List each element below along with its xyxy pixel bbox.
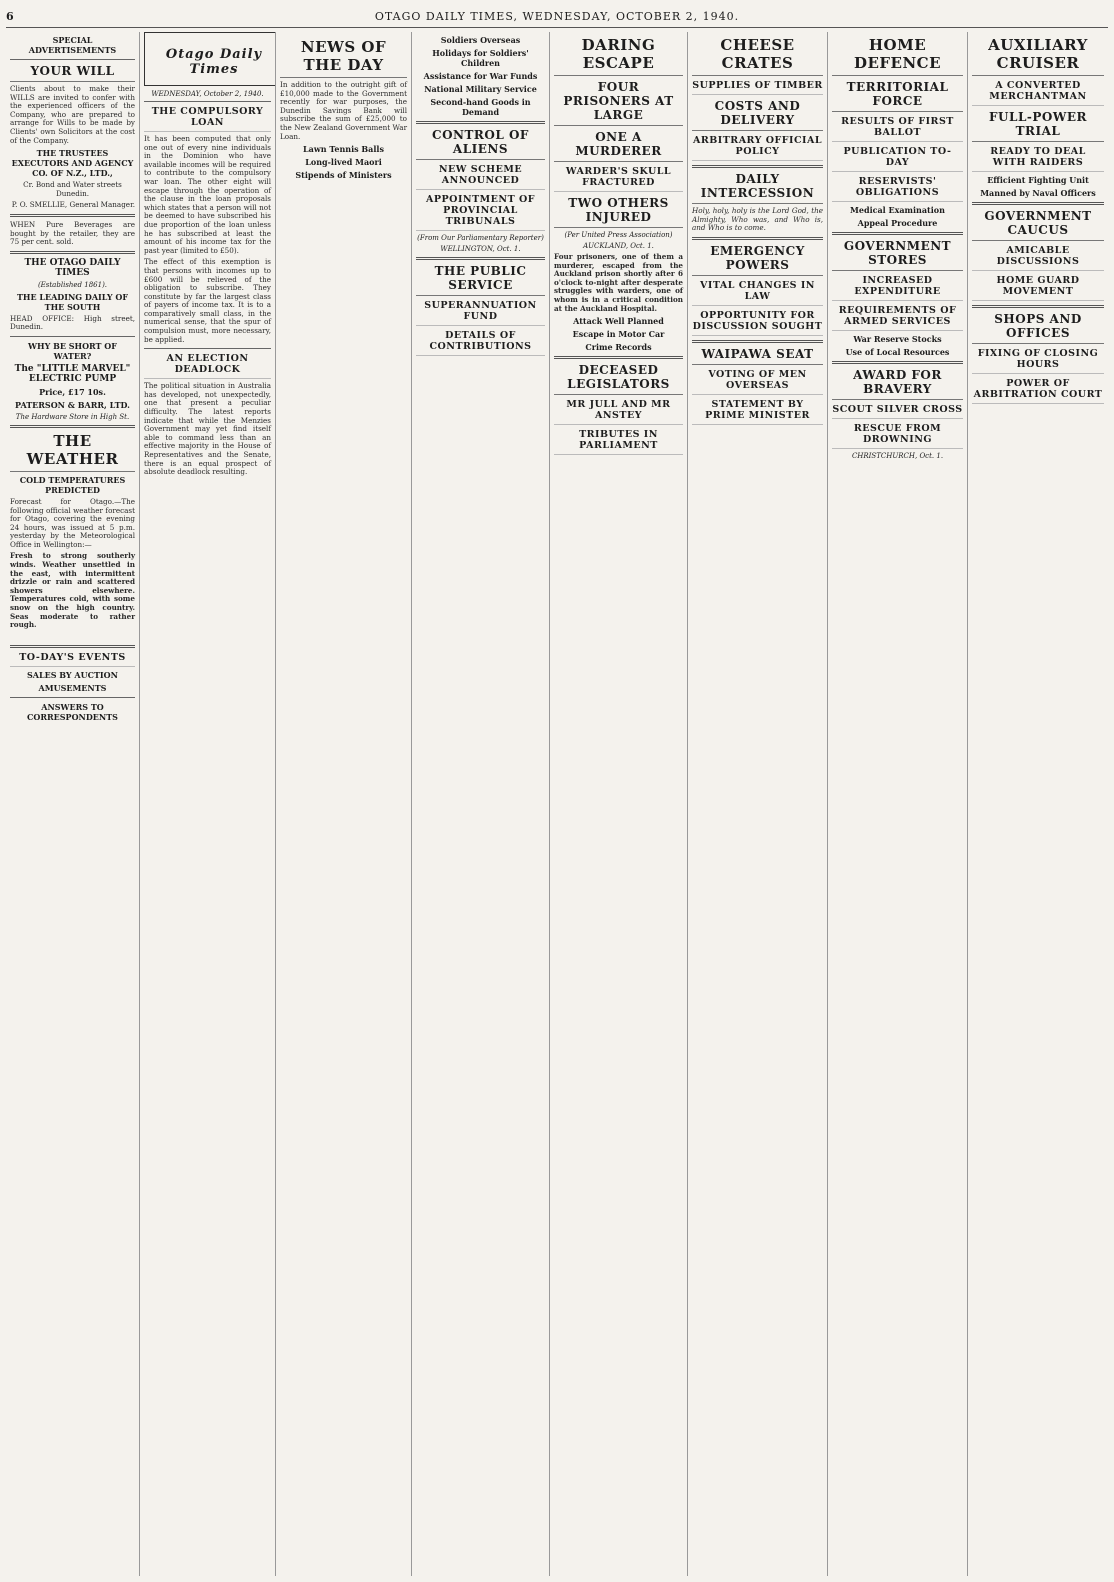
deceased-legislators: DECEASED LEGISLATORS bbox=[554, 363, 683, 395]
public-service-heading: THE PUBLIC SERVICE bbox=[416, 264, 545, 296]
pump-price: Price, £17 10s. bbox=[39, 386, 106, 397]
superannuation: SUPERANNUATION FUND bbox=[416, 300, 545, 326]
government-caucus: GOVERNMENT CAUCUS bbox=[972, 209, 1104, 241]
page-masthead bbox=[6, 6, 1108, 28]
news-paragraph-1: In addition to the outright gift of £10,000 made to the Government recently for war purposes, the Dunedin Savings Bank will subscribe the sum of £25,000 to the New Zealand Government War Loan. bbox=[280, 80, 407, 141]
fighting-unit: Efficient Fighting Unit bbox=[987, 175, 1089, 185]
special-ads-heading: SPECIAL ADVERTISEMENTS bbox=[28, 35, 117, 55]
waipawa-seat: WAIPAWA SEAT bbox=[692, 347, 823, 365]
naval-officers: Manned by Naval Officers bbox=[980, 188, 1096, 198]
supplies-timber: SUPPLIES OF TIMBER bbox=[692, 80, 823, 95]
vital-changes: VITAL CHANGES IN LAW bbox=[692, 280, 823, 306]
jull-anstey: MR JULL AND MR ANSTEY bbox=[554, 399, 683, 425]
page-number: 6 bbox=[6, 10, 14, 23]
column-editorial bbox=[140, 32, 276, 1576]
shops-offices: SHOPS AND OFFICES bbox=[972, 312, 1104, 344]
escape-lead: Four prisoners, one of them a murderer, escaped from the Auckland prison shortly after 6 o'clock to-night after desperate struggles with warders, one of whom is in a critical condition at the Auckland Hospital. bbox=[554, 252, 683, 313]
cold-temperatures: COLD TEMPERATURES PREDICTED bbox=[19, 474, 126, 495]
dateline: CHRISTCHURCH, Oct. 1. bbox=[851, 452, 944, 460]
todays-events: TO-DAY'S EVENTS bbox=[10, 652, 135, 667]
scout-silver-cross: SCOUT SILVER CROSS bbox=[832, 404, 963, 419]
publication-today: PUBLICATION TO-DAY bbox=[832, 146, 963, 172]
water-question: WHY BE SHORT OF WATER? bbox=[28, 340, 117, 361]
long-lived-heading: Long-lived Maori bbox=[305, 157, 382, 168]
converted-merchantman: A CONVERTED MERCHANTMAN bbox=[972, 80, 1104, 106]
voting-men-overseas: VOTING OF MEN OVERSEAS bbox=[692, 369, 823, 395]
will-text: Clients about to make their WILLS are invited to confer with the experienced officers of the Company, who are prepared to arrange for Wills to be made by Clients' own Solicitors at the cost of the Company. bbox=[10, 84, 135, 145]
deadlock-paragraph-1: The political situation in Australia has developed, not unexpectedly, one that present a peculiar difficulty. The latest reports indicate that while the Menzies Government may yet find itself able to command less than an effective majority in the House of Representatives and the Senate, there is an equal prospect of absolute deadlock resulting. bbox=[144, 381, 271, 477]
first-ballot: RESULTS OF FIRST BALLOT bbox=[832, 116, 963, 142]
trustees-address: Cr. Bond and Water streets Dunedin. bbox=[23, 180, 122, 198]
soldiers-overseas: Soldiers Overseas bbox=[440, 35, 521, 45]
arbitrary-policy: ARBITRARY OFFICIAL POLICY bbox=[692, 135, 823, 161]
home-guard: HOME GUARD MOVEMENT bbox=[972, 275, 1104, 301]
hardware-store: The Hardware Store in High St. bbox=[15, 412, 130, 421]
medical-exam: Medical Examination bbox=[850, 205, 945, 215]
reservists-obligations: RESERVISTS' OBLIGATIONS bbox=[832, 176, 963, 202]
column-advertisements bbox=[6, 32, 140, 1576]
closing-hours: FIXING OF CLOSING HOURS bbox=[972, 348, 1104, 374]
attack-planned: Attack Well Planned bbox=[573, 316, 664, 327]
answers-heading: ANSWERS TO CORRESPONDENTS bbox=[27, 702, 118, 723]
increased-expenditure: INCREASED EXPENDITURE bbox=[832, 275, 963, 301]
costs-delivery: COSTS AND DELIVERY bbox=[692, 99, 823, 131]
news-of-day-heading: NEWS OF THE DAY bbox=[280, 38, 407, 78]
manager: P. O. SMELLIE, General Manager. bbox=[11, 200, 135, 210]
odt-logo: Otago Daily Times bbox=[144, 32, 276, 86]
home-defence-heading: HOME DEFENCE bbox=[832, 36, 963, 76]
press-credit: (Per United Press Association) bbox=[564, 231, 673, 239]
secondhand-goods: Second-hand Goods in Demand bbox=[430, 97, 531, 117]
loan-paragraph-1: It has been computed that only one out of every nine individuals in the Dominion who have available incomes will be required to contribute to the compulsory war loan. The other eight will escape through the operation of the clause in the loan proposals which states that a person will not be deemed to have subscribed his due proportion of the loan unless he has subscribed at least the amount of his income tax for the past year (limited to £50). bbox=[144, 134, 271, 255]
one-murderer: ONE A MURDERER bbox=[554, 130, 683, 162]
column-cheese bbox=[688, 32, 828, 1576]
election-deadlock-heading: AN ELECTION DEADLOCK bbox=[144, 353, 271, 379]
territorial-force: TERRITORIAL FORCE bbox=[832, 80, 963, 112]
beverages-ad: WHEN Pure Beverages are bought by the retailer, they are 75 per cent. sold. bbox=[10, 219, 135, 247]
head-office: HEAD OFFICE: High street, Dunedin. bbox=[10, 313, 135, 332]
new-scheme: NEW SCHEME ANNOUNCED bbox=[416, 164, 545, 190]
lawn-tennis-heading: Lawn Tennis Balls bbox=[303, 144, 384, 155]
local-resources: Use of Local Resources bbox=[845, 347, 950, 357]
ready-raiders: READY TO DEAL WITH RAIDERS bbox=[972, 146, 1104, 172]
award-bravery: AWARD FOR BRAVERY bbox=[832, 368, 963, 400]
arbitration-court: POWER OF ARBITRATION COURT bbox=[972, 378, 1104, 404]
warder-skull: WARDER'S SKULL FRACTURED bbox=[554, 166, 683, 192]
loan-paragraph-2: The effect of this exemption is that persons with incomes up to £600 will be relieved of the obligation to subscribe. They constitute by far the largest class of payers of income tax. It is to a comparatively small class, in the numerical sense, that the spur of compulsion must, more necessary, be applied. bbox=[144, 257, 271, 344]
established: (Established 1861). bbox=[37, 280, 108, 289]
paterson-barr: PATERSON & BARR, LTD. bbox=[15, 399, 130, 410]
amusements: AMUSEMENTS bbox=[38, 683, 107, 694]
cheese-crates-heading: CHEESE CRATES bbox=[692, 36, 823, 76]
appointment-tribunals: APPOINTMENT OF PROVINCIAL TRIBUNALS bbox=[416, 194, 545, 231]
little-marvel-heading: The "LITTLE MARVEL" ELECTRIC PUMP bbox=[14, 363, 131, 384]
control-aliens-heading: CONTROL OF ALIENS bbox=[416, 128, 545, 160]
column-escape bbox=[550, 32, 688, 1576]
full-power-trial: FULL-POWER TRIAL bbox=[972, 110, 1104, 142]
press-credit: (From Our Parliamentary Reporter) bbox=[417, 234, 544, 242]
government-stores: GOVERNMENT STORES bbox=[832, 239, 963, 271]
weather-heading: THE WEATHER bbox=[10, 432, 135, 472]
armed-services: REQUIREMENTS OF ARMED SERVICES bbox=[832, 305, 963, 331]
crime-records: Crime Records bbox=[585, 342, 652, 353]
paper-title: OTAGO DAILY TIMES, WEDNESDAY, OCTOBER 2, 1940. bbox=[374, 10, 740, 23]
forecast-text: Forecast for Otago.—The following official weather forecast for Otago, covering the evening 24 hours, was issued at 5 p.m. yesterday by the Meteorological Office in Wellington:— bbox=[10, 496, 135, 549]
war-funds: Assistance for War Funds bbox=[423, 71, 538, 81]
your-will-heading: YOUR WILL bbox=[10, 64, 135, 82]
amicable-discussions: AMICABLE DISCUSSIONS bbox=[972, 245, 1104, 271]
column-home-defence bbox=[828, 32, 968, 1576]
daily-intercession: DAILY INTERCESSION bbox=[692, 172, 823, 204]
column-news-of-day bbox=[276, 32, 412, 1576]
dateline: AUCKLAND, Oct. 1. bbox=[583, 242, 654, 250]
trustees-name: THE TRUSTEES EXECUTORS AND AGENCY CO. OF N.Z., LTD., bbox=[11, 148, 134, 179]
opportunity-discussion: OPPORTUNITY FOR DISCUSSION SOUGHT bbox=[692, 310, 823, 336]
details-contributions: DETAILS OF CONTRIBUTIONS bbox=[416, 330, 545, 356]
odt-heading: THE OTAGO DAILY TIMES bbox=[24, 257, 121, 278]
rescue-drowning: RESCUE FROM DROWNING bbox=[832, 423, 963, 449]
column-cruiser bbox=[968, 32, 1108, 1576]
leading-daily: THE LEADING DAILY OF THE SOUTH bbox=[16, 291, 129, 312]
emergency-powers: EMERGENCY POWERS bbox=[692, 244, 823, 276]
four-prisoners: FOUR PRISONERS AT LARGE bbox=[554, 80, 683, 126]
escape-motor: Escape in Motor Car bbox=[572, 329, 665, 340]
sales-by-auction: SALES BY AUCTION bbox=[27, 670, 118, 681]
column-soldiers bbox=[412, 32, 550, 1576]
compulsory-loan-heading: THE COMPULSORY LOAN bbox=[144, 106, 271, 132]
war-reserve: War Reserve Stocks bbox=[853, 334, 942, 344]
fresh-text: Fresh to strong southerly winds. Weather unsettled in the east, with intermittent drizzle or rain and scattered showers elsewhere. Temperatures cold, with some snow on the high country. Seas moderate to rather rough. bbox=[10, 551, 135, 630]
holidays-children: Holidays for Soldiers' Children bbox=[432, 48, 529, 68]
appeal-procedure: Appeal Procedure bbox=[857, 218, 938, 228]
statement-pm: STATEMENT BY PRIME MINISTER bbox=[692, 399, 823, 425]
national-service: National Military Service bbox=[424, 84, 537, 94]
two-injured: TWO OTHERS INJURED bbox=[554, 196, 683, 228]
dateline: WELLINGTON, Oct. 1. bbox=[440, 245, 521, 253]
auxiliary-cruiser-heading: AUXILIARY CRUISER bbox=[972, 36, 1104, 76]
daring-escape-heading: DARING ESCAPE bbox=[554, 36, 683, 76]
tributes-parliament: TRIBUTES IN PARLIAMENT bbox=[554, 429, 683, 455]
editorial-date: WEDNESDAY, October 2, 1940. bbox=[144, 90, 271, 102]
prayer-text: Holy, holy, holy is the Lord God, the Almighty, Who was, and Who is, and Who is to come. bbox=[692, 206, 823, 233]
stipends-heading: Stipends of Ministers bbox=[295, 170, 392, 181]
